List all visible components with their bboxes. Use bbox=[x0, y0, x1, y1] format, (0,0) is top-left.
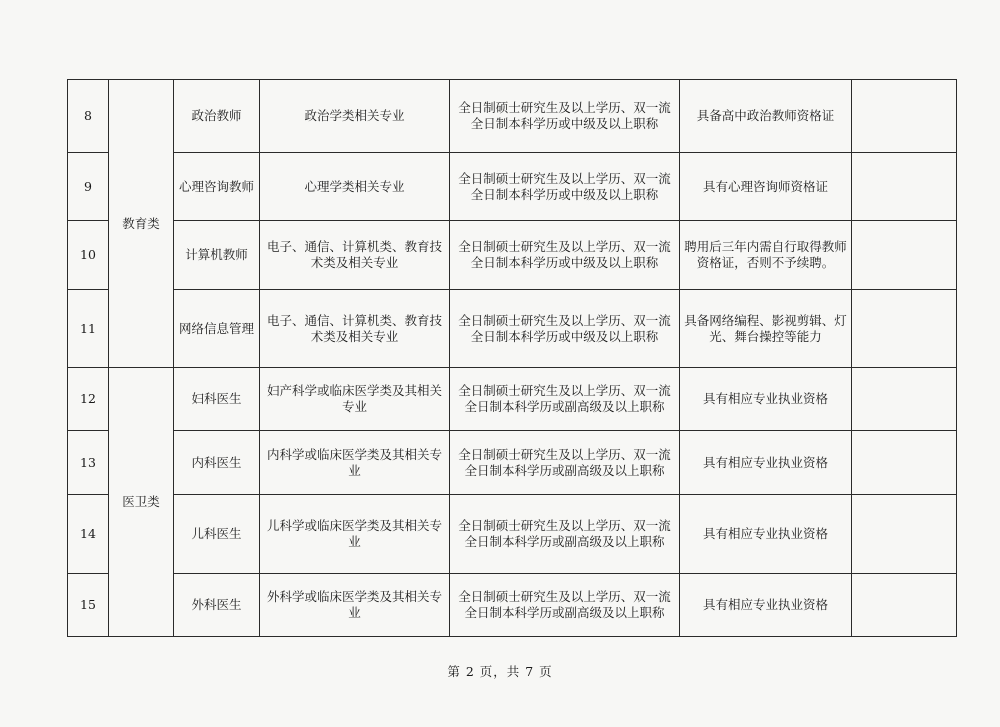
note-cell bbox=[852, 80, 957, 153]
row-number: 13 bbox=[68, 431, 109, 495]
other-requirement: 具有相应专业执业资格 bbox=[680, 495, 852, 574]
major-requirement: 政治学类相关专业 bbox=[260, 80, 450, 153]
major-requirement: 外科学或临床医学类及其相关专业 bbox=[260, 574, 450, 637]
education-requirement: 全日制硕士研究生及以上学历、双一流全日制本科学历或中级及以上职称 bbox=[450, 221, 680, 290]
table-row bbox=[68, 290, 957, 368]
row-number: 10 bbox=[68, 221, 109, 290]
table-row bbox=[68, 431, 957, 495]
education-requirement: 全日制硕士研究生及以上学历、双一流全日制本科学历或中级及以上职称 bbox=[450, 153, 680, 221]
other-requirement: 具有相应专业执业资格 bbox=[680, 431, 852, 495]
table-row bbox=[68, 574, 957, 637]
post-name: 网络信息管理 bbox=[174, 290, 260, 368]
page-footer: 第 2 页，共 7 页 bbox=[447, 664, 553, 679]
note-cell bbox=[852, 221, 957, 290]
other-requirement: 具有相应专业执业资格 bbox=[680, 368, 852, 431]
row-number: 11 bbox=[68, 290, 109, 368]
other-requirement: 聘用后三年内需自行取得教师资格证，否则不予续聘。 bbox=[680, 221, 852, 290]
table-row bbox=[68, 368, 957, 431]
category-cell: 教育类 bbox=[109, 80, 174, 368]
note-cell bbox=[852, 495, 957, 574]
recruitment-table bbox=[67, 79, 957, 637]
post-name: 儿科医生 bbox=[174, 495, 260, 574]
note-cell bbox=[852, 431, 957, 495]
education-requirement: 全日制硕士研究生及以上学历、双一流全日制本科学历或中级及以上职称 bbox=[450, 290, 680, 368]
major-requirement: 电子、通信、计算机类、教育技术类及相关专业 bbox=[260, 221, 450, 290]
other-requirement: 具有相应专业执业资格 bbox=[680, 574, 852, 637]
education-requirement: 全日制硕士研究生及以上学历、双一流全日制本科学历或副高级及以上职称 bbox=[450, 574, 680, 637]
other-requirement: 具有心理咨询师资格证 bbox=[680, 153, 852, 221]
education-requirement: 全日制硕士研究生及以上学历、双一流全日制本科学历或副高级及以上职称 bbox=[450, 368, 680, 431]
post-name: 内科医生 bbox=[174, 431, 260, 495]
table-row bbox=[68, 495, 957, 574]
note-cell bbox=[852, 574, 957, 637]
post-name: 心理咨询教师 bbox=[174, 153, 260, 221]
row-number: 14 bbox=[68, 495, 109, 574]
table-row bbox=[68, 153, 957, 221]
major-requirement: 电子、通信、计算机类、教育技术类及相关专业 bbox=[260, 290, 450, 368]
other-requirement: 具备网络编程、影视剪辑、灯光、舞台操控等能力 bbox=[680, 290, 852, 368]
table-row bbox=[68, 221, 957, 290]
row-number: 8 bbox=[68, 80, 109, 153]
major-requirement: 妇产科学或临床医学类及其相关专业 bbox=[260, 368, 450, 431]
post-name: 妇科医生 bbox=[174, 368, 260, 431]
category-cell: 医卫类 bbox=[109, 368, 174, 637]
row-number: 9 bbox=[68, 153, 109, 221]
row-number: 15 bbox=[68, 574, 109, 637]
note-cell bbox=[852, 368, 957, 431]
education-requirement: 全日制硕士研究生及以上学历、双一流全日制本科学历或副高级及以上职称 bbox=[450, 495, 680, 574]
education-requirement: 全日制硕士研究生及以上学历、双一流全日制本科学历或副高级及以上职称 bbox=[450, 431, 680, 495]
row-number: 12 bbox=[68, 368, 109, 431]
note-cell bbox=[852, 290, 957, 368]
major-requirement: 儿科学或临床医学类及其相关专业 bbox=[260, 495, 450, 574]
major-requirement: 内科学或临床医学类及其相关专业 bbox=[260, 431, 450, 495]
post-name: 政治教师 bbox=[174, 80, 260, 153]
post-name: 外科医生 bbox=[174, 574, 260, 637]
table-row bbox=[68, 80, 957, 153]
post-name: 计算机教师 bbox=[174, 221, 260, 290]
recruitment-table-page bbox=[67, 79, 956, 636]
other-requirement: 具备高中政治教师资格证 bbox=[680, 80, 852, 153]
major-requirement: 心理学类相关专业 bbox=[260, 153, 450, 221]
education-requirement: 全日制硕士研究生及以上学历、双一流全日制本科学历或中级及以上职称 bbox=[450, 80, 680, 153]
note-cell bbox=[852, 153, 957, 221]
